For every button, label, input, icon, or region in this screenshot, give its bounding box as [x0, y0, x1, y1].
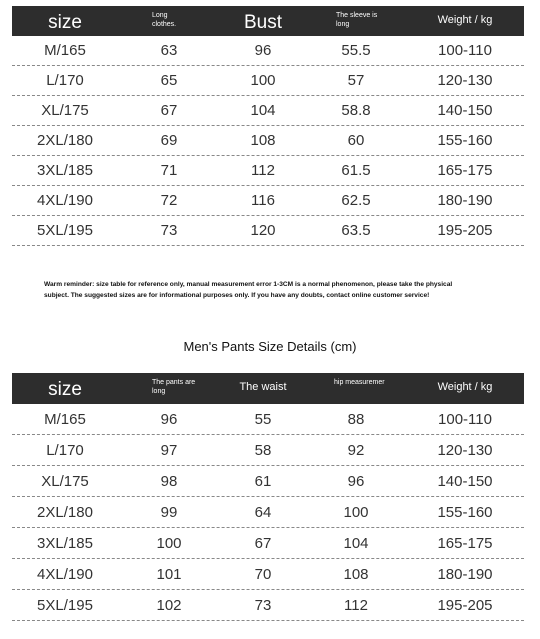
cell-weight: 120-130	[437, 72, 493, 89]
header-weight: Weight / kg	[437, 14, 493, 26]
table-row	[12, 36, 524, 66]
tops-size-table	[12, 6, 524, 246]
pants-section-title: Men's Pants Size Details (cm)	[183, 339, 357, 354]
cell-sleeve-hip: 58.8	[341, 102, 371, 119]
table-row	[12, 216, 524, 246]
header-bust: Bust	[243, 12, 283, 33]
cell-length: 65	[160, 72, 178, 89]
table-row	[12, 497, 524, 528]
cell-sleeve-hip: 57	[347, 72, 365, 89]
header-hip: hip measuremer	[334, 379, 385, 386]
header-sleeve-length: The sleeve is long	[336, 12, 378, 28]
cell-sleeve-hip: 104	[343, 534, 369, 552]
cell-weight: 180-190	[437, 192, 493, 209]
cell-size: 4XL/190	[37, 565, 93, 583]
cell-chest-waist: 55	[254, 410, 272, 428]
cell-weight: 120-130	[437, 441, 493, 459]
cell-weight: 195-205	[437, 596, 493, 614]
table-row	[12, 66, 524, 96]
table-row	[12, 559, 524, 590]
cell-length: 102	[156, 596, 182, 614]
cell-size: XL/175	[41, 472, 89, 490]
cell-sleeve-hip: 112	[344, 596, 368, 614]
cell-weight: 100-110	[438, 410, 492, 428]
cell-sleeve-hip: 108	[343, 565, 369, 583]
cell-size: M/165	[44, 410, 86, 428]
header-pants-length: The pants are long	[152, 379, 196, 395]
warm-reminder-note: Warm reminder: size table for reference only, manual measurement error 1-3CM is a normal phenomenon, please take the physical subject. The suggested sizes are for informational purposes only. If you have any doubts, contact online customer service!	[44, 281, 453, 299]
table-row	[12, 96, 524, 126]
cell-length: 101	[156, 565, 182, 583]
pants-size-table	[12, 373, 524, 621]
cell-size: 3XL/185	[37, 162, 93, 179]
cell-length: 98	[160, 472, 178, 490]
cell-chest-waist: 120	[250, 222, 276, 239]
cell-length: 97	[160, 441, 178, 459]
cell-chest-waist: 96	[254, 42, 272, 59]
cell-weight: 140-150	[437, 102, 493, 119]
table-row	[12, 404, 524, 435]
cell-sleeve-hip: 55.5	[341, 42, 371, 59]
cell-sleeve-hip: 63.5	[341, 222, 371, 239]
cell-sleeve-hip: 61.5	[341, 162, 371, 179]
cell-weight: 100-110	[438, 42, 492, 59]
cell-weight: 180-190	[437, 565, 493, 583]
cell-weight: 165-175	[437, 534, 493, 552]
cell-chest-waist: 100	[250, 72, 276, 89]
cell-size: 2XL/180	[37, 132, 93, 149]
table-row	[12, 435, 524, 466]
cell-chest-waist: 64	[254, 503, 272, 521]
cell-length: 100	[156, 534, 182, 552]
cell-weight: 165-175	[437, 162, 493, 179]
header-size: size	[48, 12, 82, 33]
cell-size: 5XL/195	[37, 222, 93, 239]
cell-length: 99	[160, 503, 178, 521]
cell-length: 67	[160, 102, 178, 119]
table-row	[12, 156, 524, 186]
cell-size: 5XL/195	[37, 596, 93, 614]
cell-chest-waist: 108	[250, 132, 276, 149]
header-waist: The waist	[239, 381, 287, 393]
cell-size: 2XL/180	[37, 503, 93, 521]
tops-table-body	[12, 36, 524, 246]
cell-sleeve-hip: 62.5	[341, 192, 371, 209]
cell-chest-waist: 112	[251, 162, 275, 179]
table-row	[12, 126, 524, 156]
cell-chest-waist: 67	[254, 534, 272, 552]
cell-length: 63	[160, 42, 178, 59]
cell-length: 71	[160, 162, 178, 179]
table-row	[12, 186, 524, 216]
cell-chest-waist: 61	[254, 472, 272, 490]
pants-table-header	[12, 373, 524, 404]
cell-weight: 155-160	[437, 132, 493, 149]
cell-length: 96	[160, 410, 178, 428]
cell-chest-waist: 70	[254, 565, 272, 583]
table-row	[12, 466, 524, 497]
cell-length: 72	[160, 192, 178, 209]
cell-sleeve-hip: 60	[347, 132, 365, 149]
cell-sleeve-hip: 100	[343, 503, 369, 521]
cell-sleeve-hip: 88	[347, 410, 365, 428]
cell-size: 3XL/185	[37, 534, 93, 552]
cell-chest-waist: 58	[254, 441, 272, 459]
table-row	[12, 528, 524, 559]
cell-chest-waist: 116	[251, 192, 275, 209]
header-weight: Weight / kg	[437, 381, 493, 393]
cell-chest-waist: 104	[250, 102, 276, 119]
cell-chest-waist: 73	[254, 596, 272, 614]
cell-weight: 140-150	[437, 472, 493, 490]
cell-size: L/170	[46, 72, 84, 89]
cell-weight: 155-160	[437, 503, 493, 521]
cell-sleeve-hip: 96	[347, 472, 365, 490]
cell-sleeve-hip: 92	[347, 441, 365, 459]
cell-size: 4XL/190	[37, 192, 93, 209]
table-row	[12, 590, 524, 621]
cell-size: L/170	[46, 441, 84, 459]
cell-weight: 195-205	[437, 222, 493, 239]
cell-length: 73	[160, 222, 178, 239]
cell-size: XL/175	[41, 102, 89, 119]
pants-table-body	[12, 404, 524, 621]
cell-length: 69	[160, 132, 178, 149]
tops-table-header	[12, 6, 524, 36]
header-long-clothes: Long clothes.	[152, 12, 177, 28]
header-size: size	[48, 379, 82, 400]
cell-size: M/165	[44, 42, 86, 59]
